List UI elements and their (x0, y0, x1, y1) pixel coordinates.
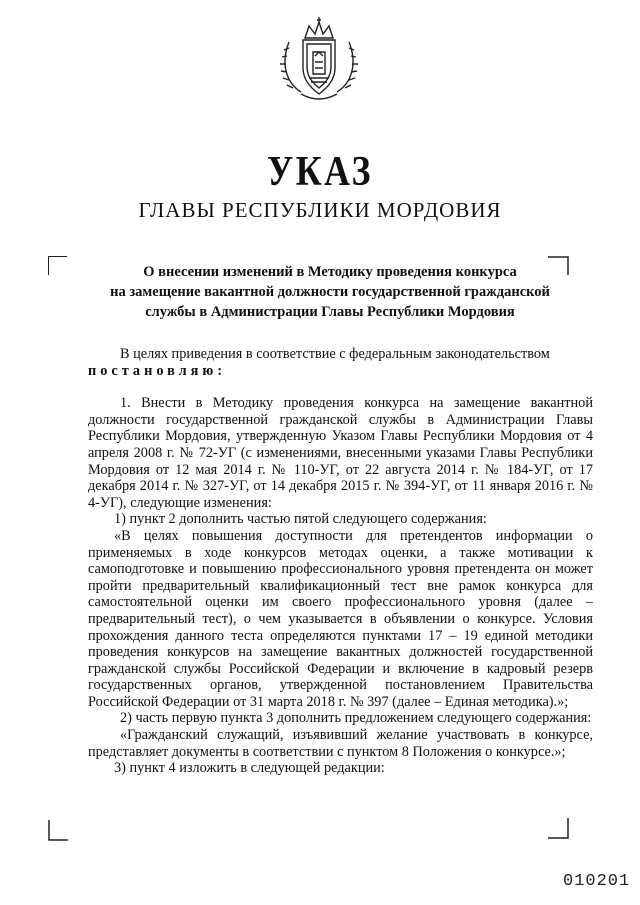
quote-2: «Гражданский служащий, изъявивший желание участвовать в конкурсе, представляет документы в соответствии с пунктом 8 Положения о конкурсе.»; (88, 727, 593, 760)
coat-of-arms-emblem (271, 12, 367, 108)
decree-heading (80, 262, 580, 322)
frame-corner-top-left (48, 256, 67, 275)
document-body (88, 346, 593, 777)
quote-1: «В целях повышения доступности для претендентов информации о применяемых в ходе конкурсов методах оценки, а также мотивации к самоподготовке и повышению профессионального уровня претендента он может пройти предварительный квалификационный тест вне рамок конкурса для самостоятельной оценки им своего профессионального уровня (далее – предварительный тест), о чем указывается в объявлении о конкурсе. Условия прохождения данного теста определяются пунктами 17 – 19 единой методики проведения конкурсов на замещение вакантных должностей государственной гражданской службы Российской Федерации и включение в кадровый резерв государственных органов, утвержденной постановлением Правительства Российской Федерации от 31 марта 2018 г. № 397 (далее – Единая методика).»; (88, 527, 593, 710)
document-subtitle: ГЛАВЫ РЕСПУБЛИКИ МОРДОВИЯ (138, 198, 502, 222)
item-2: 2) часть первую пункта 3 дополнить предложением следующего содержания: (120, 710, 592, 727)
frame-corner-bottom-right (548, 818, 570, 840)
document-title: УКАЗ (266, 149, 374, 195)
frame-corner-bottom-left (48, 820, 70, 842)
page-code: 010201 (563, 872, 631, 891)
item-1: 1) пункт 2 дополнить частью пятой следующего содержания: (114, 511, 487, 528)
intro-paragraph: В целях приведения в соответствие с федеральным законодательством (120, 346, 550, 362)
heading-line: на замещение вакантной должности государственной гражданской (110, 284, 550, 300)
heading-line: службы в Администрации Главы Республики Мордовия (145, 304, 515, 320)
heading-line: О внесении изменений в Методику проведения конкурса (143, 264, 517, 280)
paragraph-1: 1. Внести в Методику проведения конкурса на замещение вакантной должности государственной гражданской службы в Администрации Главы Республики Мордовия, утвержденную Указом Главы Республики Мордовия от 4 апреля 2008 г. № 72-УГ (с изменениями, внесенными указами Главы Республики Мордовия от 12 мая 2014 г. № 110-УГ, от 22 августа 2014 г. № 184-УГ, от 17 декабря 2014 г. № 327-УГ, от 14 декабря 2015 г. № 394-УГ, от 11 января 2016 г. № 4-УГ), следующие изменения: (88, 395, 593, 511)
item-3: 3) пункт 4 изложить в следующей редакции: (114, 760, 385, 777)
decree-word: постановляю: (88, 362, 227, 379)
